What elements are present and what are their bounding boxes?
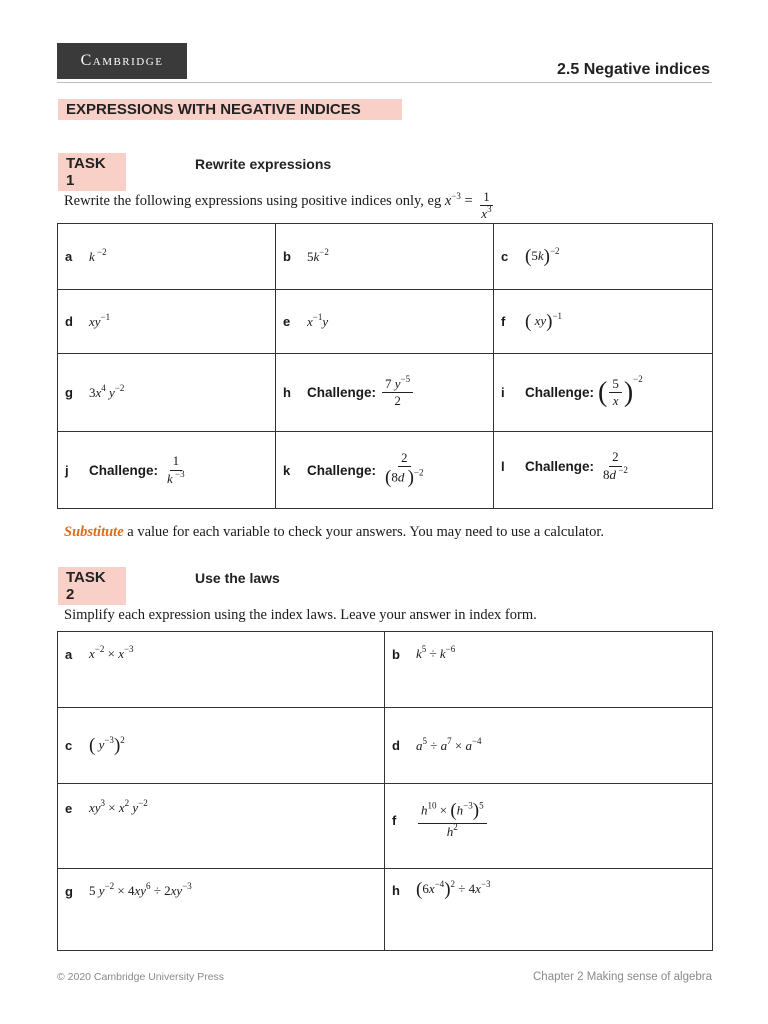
item-label: c [65, 738, 73, 753]
section-title: 2.5 Negative indices [557, 61, 710, 78]
item-label: c [501, 249, 509, 264]
challenge-label: Challenge: [307, 385, 377, 400]
footer-copyright: © 2020 Cambridge University Press [57, 971, 225, 983]
logo-text: Cambridge [80, 52, 164, 69]
item-label: e [65, 800, 73, 816]
item-label: i [501, 385, 505, 400]
expression: ( xy)$^{-1}$ [525, 310, 563, 332]
expression: $k^5 \div k^{-6}$ [416, 644, 456, 661]
challenge-label: Challenge: [89, 462, 159, 478]
task1-title: Rewrite expressions [195, 156, 332, 172]
task1-label: TASK 1 [58, 153, 126, 191]
expression: $(5k)^{-2}$ [525, 245, 560, 267]
item-label: f [501, 314, 506, 329]
expression: $\frac{1}{k ^{-3}}$ [167, 453, 185, 486]
task2-cell-h[interactable] [385, 869, 713, 951]
expression: $xy^{-1}$ [89, 311, 111, 329]
expression: $\frac{2}{(8d )^{-2}}$ [385, 449, 424, 489]
item-label: b [283, 249, 291, 264]
item-label: h [392, 882, 400, 898]
expression: $xy^3 \times x^2$ $y^{-2}$ [89, 798, 148, 815]
item-label: f [392, 812, 397, 828]
task1-table [57, 223, 713, 509]
expression: k $^{-2}$ [89, 246, 107, 264]
challenge-label: Challenge: [525, 385, 595, 400]
expression: $5k^{-2}$ [307, 246, 329, 264]
task2-label: TASK 2 [58, 567, 126, 605]
expression: $\frac{h^{10} \times (h^{-3})^5}{h^2}$ [418, 801, 487, 839]
task2-cell-f[interactable] [385, 784, 713, 869]
expression: $3x^4$ $y^{-2}$ [89, 382, 125, 400]
item-label: l [501, 458, 505, 474]
cambridge-logo [57, 43, 187, 79]
expression: $\frac{2}{8d ^{-2}}$ [603, 449, 628, 482]
item-label: k [283, 462, 291, 478]
expression: $\frac{7 y^{-5}}{2}$ [382, 377, 413, 409]
expression: $(6x^{-4})^2 \div 4x^{-3}$ [416, 878, 491, 900]
expression: 5 $y^{-2} \times 4xy^6 \div 2xy^{-3}$ [89, 881, 192, 898]
expression: $a^5 \div a^7 \times a^{-4}$ [416, 735, 482, 753]
item-label: g [65, 883, 73, 899]
main-heading: EXPRESSIONS WITH NEGATIVE INDICES [58, 99, 402, 120]
task2-cell-b[interactable] [385, 632, 713, 708]
substitute-text: a value for each variable to check your answers. You may need to use a calculator. [123, 524, 604, 540]
task1-instruction: Rewrite the following expressions using positive indices only, eg $x^{-3}$ = $\frac{1}{x^3}$ [64, 186, 497, 218]
item-label: b [392, 646, 400, 662]
substitute-note [64, 524, 604, 541]
item-label: j [65, 462, 69, 478]
task2-cell-g[interactable] [58, 869, 385, 951]
example-fraction: $\frac{1}{x^3}$ [481, 189, 492, 222]
challenge-label: Challenge: [307, 462, 377, 478]
task2-cell-d[interactable] [385, 708, 713, 784]
task2-table [57, 631, 713, 951]
item-label: g [65, 385, 73, 400]
task1-cell-g[interactable] [58, 354, 276, 432]
task1-instruction-text: Rewrite the following expressions using positive indices only, eg [64, 193, 442, 210]
task2-cell-c[interactable] [58, 708, 385, 784]
item-label: e [283, 314, 291, 329]
task1-cell-k[interactable] [276, 432, 494, 509]
substitute-word: Substitute [64, 524, 124, 540]
task1-cell-e[interactable] [276, 290, 494, 354]
task1-cell-a[interactable] [58, 224, 276, 290]
header-divider [57, 82, 712, 83]
task1-cell-f[interactable] [494, 290, 713, 354]
task1-cell-d[interactable] [58, 290, 276, 354]
task1-cell-l[interactable] [494, 432, 713, 509]
task1-cell-h[interactable] [276, 354, 494, 432]
expression: $x^{-1}y$ [307, 311, 329, 329]
item-label: a [65, 249, 73, 264]
task2-instruction: Simplify each expression using the index laws. Leave your answer in index form. [64, 607, 537, 623]
task2-cell-e[interactable] [58, 784, 385, 869]
challenge-label: Challenge: [525, 458, 595, 474]
expression: ( $\frac{5}{x}$ )$^{-2}$ [598, 373, 643, 408]
item-label: d [65, 314, 73, 329]
item-label: a [65, 646, 73, 662]
expression: ( $y^{-3})^2$ [89, 734, 125, 756]
expression: $x^{-2} \times x^{-3}$ [89, 644, 134, 661]
task1-cell-i[interactable] [494, 354, 713, 432]
item-label: h [283, 385, 291, 400]
task1-cell-j[interactable] [58, 432, 276, 509]
footer-chapter: Chapter 2 Making sense of algebra [533, 971, 712, 983]
item-label: d [392, 738, 400, 753]
task2-title: Use the laws [195, 570, 280, 586]
task1-cell-c[interactable] [494, 224, 713, 290]
task2-cell-a[interactable] [58, 632, 385, 708]
task1-cell-b[interactable] [276, 224, 494, 290]
